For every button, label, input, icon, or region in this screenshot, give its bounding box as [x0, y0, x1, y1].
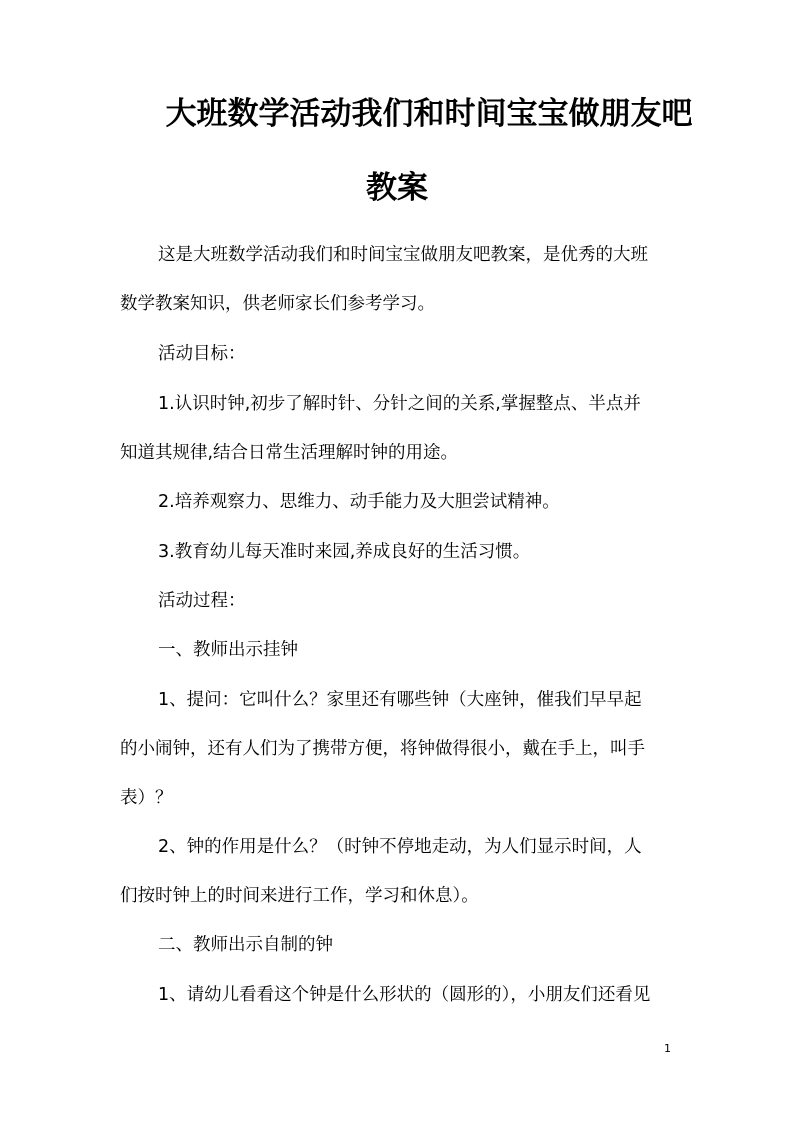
step-1-item-1-line-3: 表）？	[120, 788, 173, 808]
intro-line-2: 数学教案知识，供老师家长们参考学习。	[120, 294, 435, 314]
step-2-item-1-line-1: 1、请幼儿看看这个钟是什么形状的（圆形的），小朋友们还看见	[158, 985, 651, 1005]
intro-line-1: 这是大班数学活动我们和时间宝宝做朋友吧教案，是优秀的大班	[158, 245, 648, 265]
step-1-item-2-line-1: 2、钟的作用是什么？（时钟不停地走动，为人们显示时间，人	[158, 837, 642, 857]
goal-2: 2.培养观察力、思维力、动手能力及大胆尝试精神。	[158, 492, 560, 512]
document-title-line-1: 大班数学活动我们和时间宝宝做朋友吧	[165, 96, 693, 132]
goal-1-line-1: 1.认识时钟,初步了解时针、分针之间的关系,掌握整点、半点并	[158, 394, 641, 414]
goal-1-line-2: 知道其规律,结合日常生活理解时钟的用途。	[120, 443, 459, 463]
page-number: 1	[664, 1042, 671, 1055]
step-1-item-1-line-1: 1、提问：它叫什么？家里还有哪些钟（大座钟，催我们早早起	[158, 690, 642, 710]
section-heading-process: 活动过程：	[158, 591, 246, 611]
section-heading-goals: 活动目标：	[158, 344, 246, 364]
step-1-item-2-line-2: 们按时钟上的时间来进行工作，学习和休息）。	[120, 886, 479, 906]
document-title-line-2: 教案	[366, 170, 428, 206]
step-1-heading: 一、教师出示挂钟	[158, 640, 298, 660]
step-1-item-1-line-2: 的小闹钟，还有人们为了携带方便，将钟做得很小，戴在手上，叫手	[120, 739, 645, 759]
goal-3: 3.教育幼儿每天准时来园,养成良好的生活习惯。	[158, 542, 531, 562]
step-2-heading: 二、教师出示自制的钟	[158, 935, 333, 955]
